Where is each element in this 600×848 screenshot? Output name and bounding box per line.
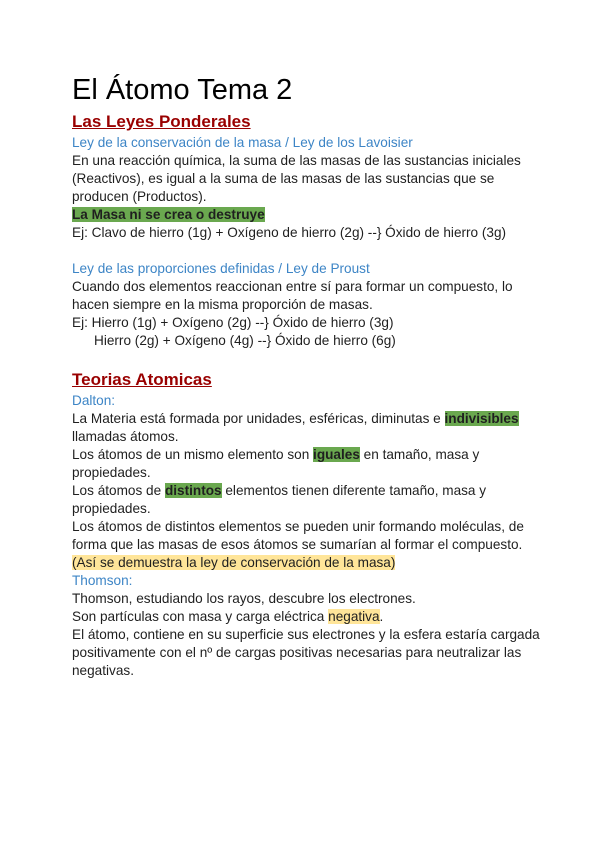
thomson-paragraph-1: Thomson, estudiando los rayos, descubre los electrones.	[72, 591, 416, 606]
text: llamadas átomos.	[72, 429, 179, 444]
text: Los átomos de distintos elementos se pueden unir formando moléculas, de forma que las masas de esos átomos se sumarían al formar el compuesto.	[72, 519, 524, 552]
thomson-paragraph-2	[72, 608, 542, 626]
law1-highlight: La Masa ni se crea o destruye	[72, 207, 265, 222]
text: Los átomos de un mismo elemento son	[72, 447, 314, 462]
law2-subtitle: Ley de las proporciones definidas / Ley de Proust	[72, 261, 370, 276]
document-page	[72, 70, 542, 680]
dalton-paragraph-3	[72, 482, 542, 518]
dalton-subtitle: Dalton:	[72, 393, 116, 408]
law2-example-2: Hierro (2g) + Oxígeno (4g) --} Óxido de hierro (6g)	[94, 333, 396, 348]
law2-text: Cuando dos elementos reaccionan entre sí para formar un compuesto, lo hacen siempre en la misma proporción de masas.	[72, 279, 513, 312]
text: elementos tienen diferente tamaño, masa y propiedades.	[72, 483, 487, 516]
highlight-conservacion: (Así se demuestra la ley de conservación de la masa)	[72, 555, 396, 570]
spacer	[72, 242, 542, 260]
thomson-subtitle: Thomson:	[72, 573, 133, 588]
dalton-paragraph-4	[72, 518, 542, 572]
thomson-paragraph-3: El átomo, contiene en su superficie sus electrones y la esfera estaría cargada positivamente con el nº de cargas positivas necesarias para neutralizar las negativas.	[72, 627, 540, 678]
dalton-paragraph-1	[72, 410, 542, 446]
text: La Materia está formada por unidades, esféricas, diminutas e	[72, 411, 445, 426]
spacer	[72, 350, 542, 368]
text: Son partículas con masa y carga eléctrica	[72, 609, 329, 624]
law1-highlight-line	[72, 206, 542, 224]
text: Los átomos de	[72, 483, 165, 498]
section-heading-leyes: Las Leyes Ponderales	[72, 112, 251, 131]
law1-text: En una reacción química, la suma de las masas de las sustancias iniciales (Reactivos), es igual a la suma de las masas de las sustancias que se producen (Productos).	[72, 153, 521, 204]
page-title: El Átomo Tema 2	[72, 74, 293, 106]
law1-subtitle: Ley de la conservación de la masa / Ley de los Lavoisier	[72, 135, 413, 150]
highlight-indivisibles: indivisibles	[444, 411, 519, 426]
law2-example-1: Ej: Hierro (1g) + Oxígeno (2g) --} Óxido de hierro (3g)	[72, 315, 394, 330]
law1-example: Ej: Clavo de hierro (1g) + Oxígeno de hierro (2g) --} Óxido de hierro (3g)	[72, 225, 507, 240]
text: en tamaño, masa y propiedades.	[72, 447, 480, 480]
highlight-negativa: negativa	[328, 609, 380, 624]
dalton-paragraph-2	[72, 446, 542, 482]
text: .	[379, 609, 384, 624]
section-heading-teorias: Teorias Atomicas	[72, 370, 212, 389]
highlight-distintos: distintos	[164, 483, 222, 498]
highlight-iguales: iguales	[313, 447, 360, 462]
